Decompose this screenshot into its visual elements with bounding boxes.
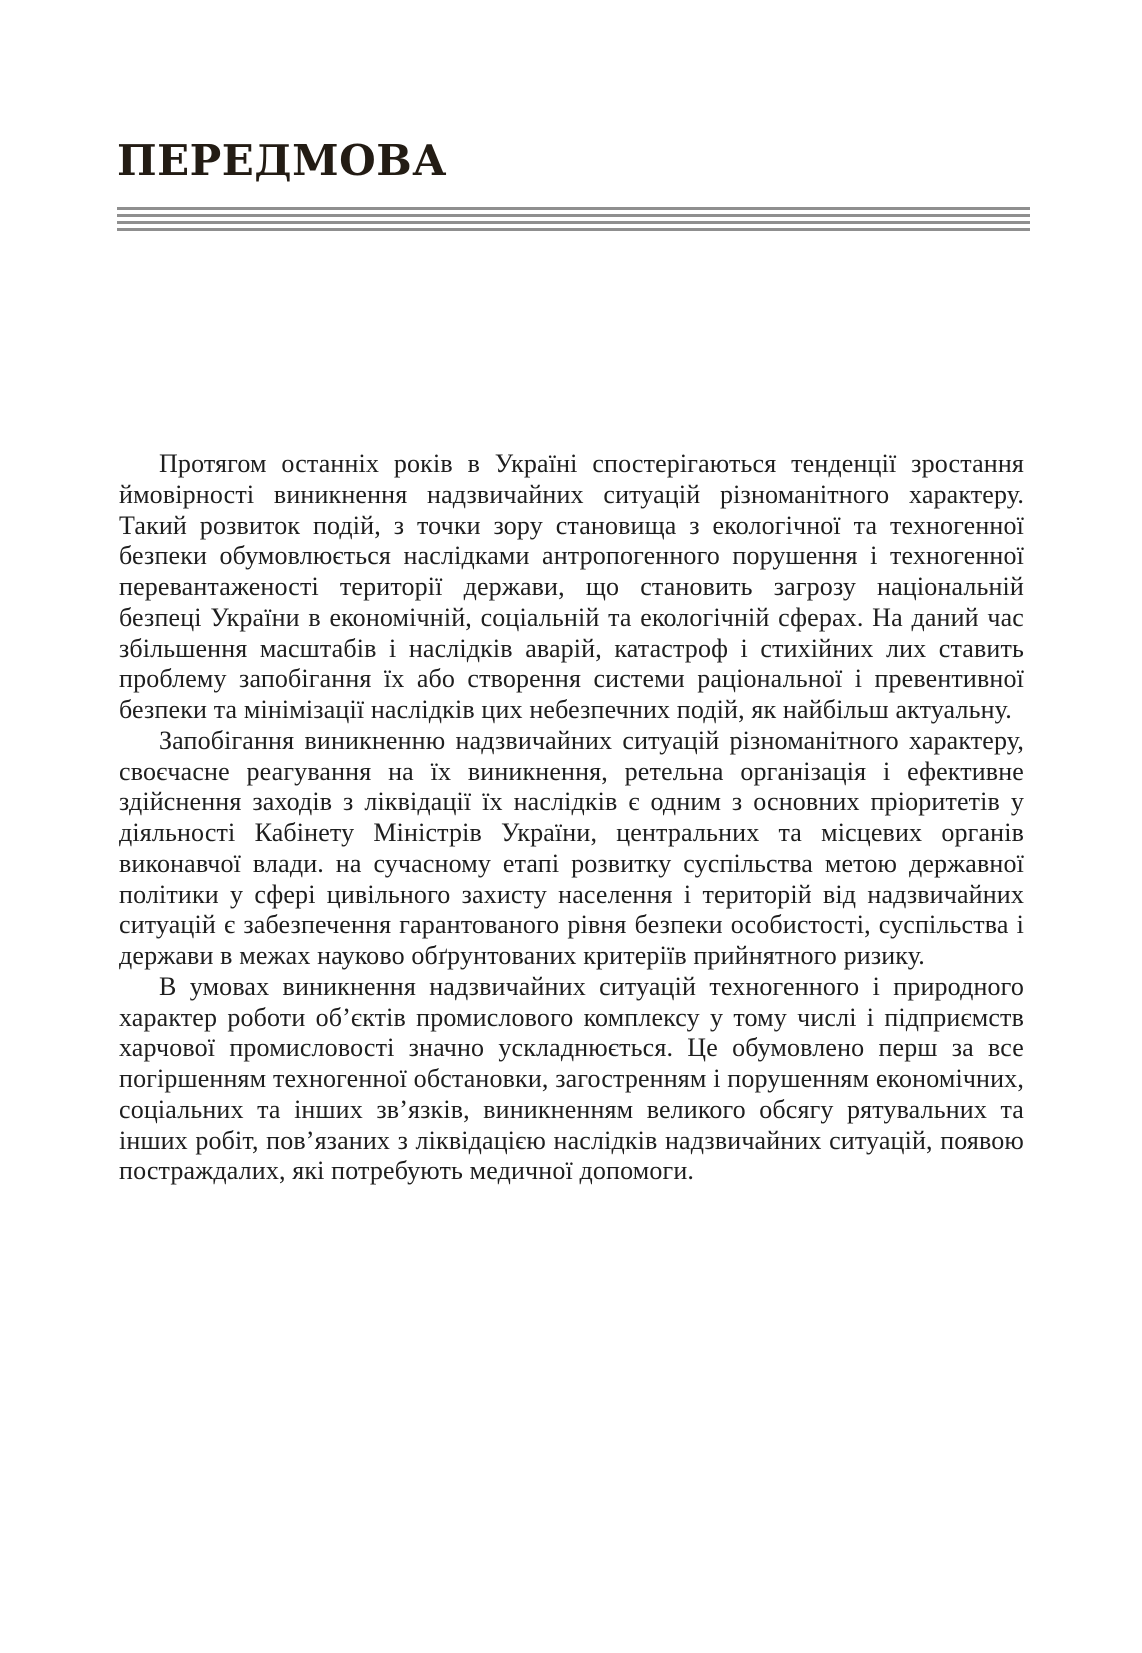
paragraph: В умовах виникнення надзвичайних ситуацій техногенного і природного характер роботи об’єктів промислового комплексу у тому числі і підприємств харчової промисловості значно ускладнюється. Це обумовлено перш за все погіршенням техногенної обстановки, загостренням і порушенням економічних, соціальних та інших зв’язків, виникненням великого обсягу рятувальних та інших робіт, пов’язаних з ліквідацією наслідків надзвичайних ситуацій, появою постраждалих, які потребують медичної допомоги. [119, 971, 1024, 1186]
title-underline-rule [117, 228, 1030, 231]
title-underline-rule [117, 214, 1030, 217]
title-underline-rule [117, 221, 1030, 224]
title-underline-rule [117, 207, 1030, 210]
page-title: ПЕРЕДМОВА [117, 136, 447, 185]
paragraph: Протягом останніх років в Україні спостерігаються тенденції зростання ймовірності виникнення надзвичайних ситуацій різноманітного характеру. Такий розвиток подій, з точки зору становища з екологічної та техногенної безпеки обумовлюється наслідками антропогенного порушення і техногенної перевантаженості території держави, що становить загрозу національній безпеці України в економічній, соціальній та екологічній сферах. На даний час збільшення масштабів і наслідків аварій, катастроф і стихійних лих ставить проблему запобігання їх або створення системи раціональної і превентивної безпеки та мінімізації наслідків цих небезпечних подій, як найбільш актуальну. [119, 449, 1024, 724]
body-text [119, 449, 1024, 1187]
paragraph: Запобігання виникненню надзвичайних ситуацій різноманітного характеру, своєчасне реагування на їх виникнення, ретельна організація і ефективне здійснення заходів з ліквідації їх наслідків є одним з основних пріоритетів у діяльності Кабінету Міністрів України, центральних та місцевих органів виконавчої влади. на сучасному етапі розвитку суспільства метою державної політики у сфері цивільного захисту населення і територій від надзвичайних ситуацій є забезпечення гарантованого рівня безпеки особистості, суспільства і держави в межах науково обґрунтованих критеріїв прийнятного ризику. [119, 725, 1024, 970]
